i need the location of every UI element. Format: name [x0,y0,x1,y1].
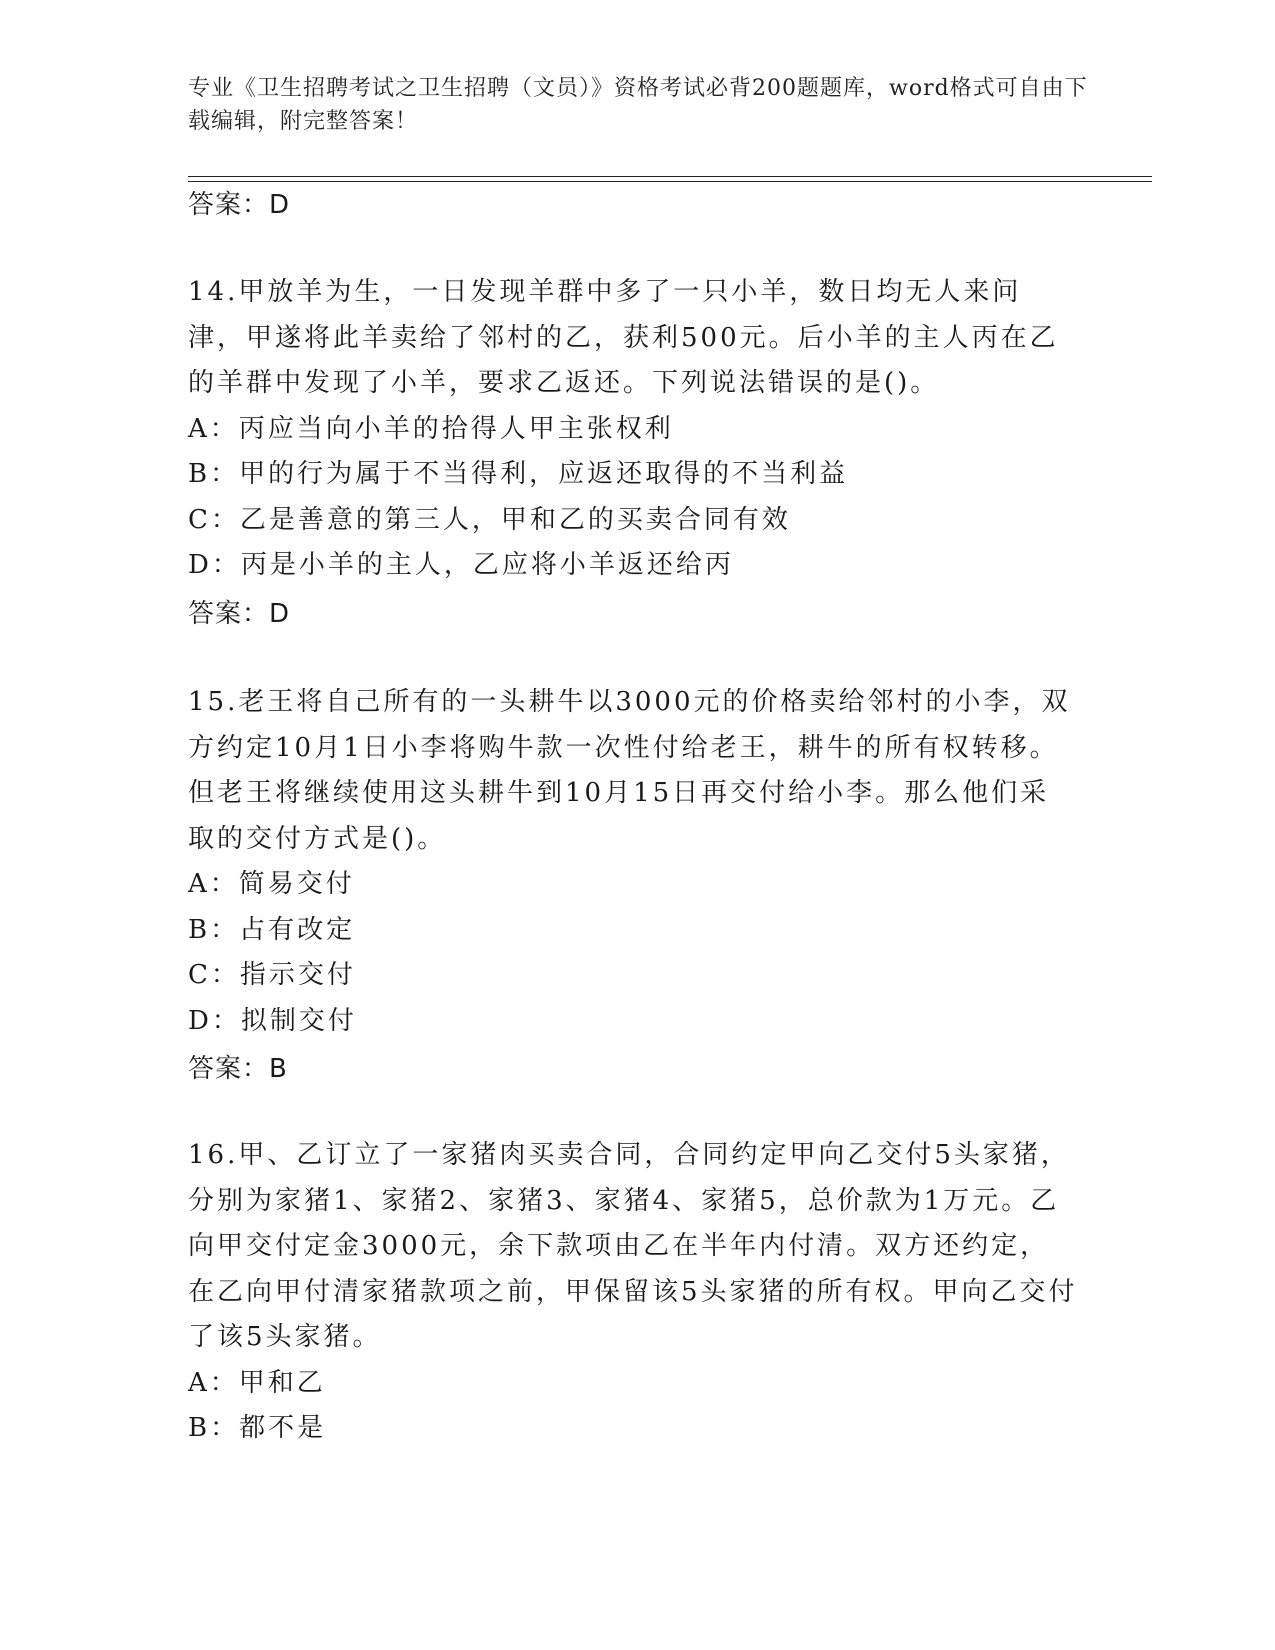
option-a: A：丙应当向小羊的拾得人甲主张权利 [188,413,674,444]
option-c: C：乙是善意的第三人，甲和乙的买卖合同有效 [188,504,791,535]
question-15 [188,680,1078,1044]
answer-line: 答案：B [188,1054,288,1084]
option-b: B：甲的行为属于不当得利，应返还取得的不当利益 [188,459,849,489]
header-rule-top [188,176,1152,177]
question-14 [188,270,1078,589]
answer-line: 答案：D [188,599,291,629]
question-16 [188,1133,1078,1452]
option-b: B：都不是 [188,1413,327,1443]
option-a: A：简易交付 [188,869,355,899]
option-b: B：占有改定 [188,914,356,945]
question-text: 15.老王将自己所有的一头耕牛以3000元的价格卖给邻村的小李，双方约定10月1日小李将购牛款一次性付给老王，耕牛的所有权转移。但老王将继续使用这头耕牛到10月15日再交付给小李。那么他们采取的交付方式是()。 [188,687,1071,854]
header-rule-bottom [188,181,1152,182]
option-a: A：甲和乙 [188,1367,326,1398]
question-text: 16.甲、乙订立了一家猪肉买卖合同，合同约定甲向乙交付5头家猪，分别为家猪1、家猪2、家猪3、家猪4、家猪5，总价款为1万元。乙向甲交付定金3000元，余下款项由乙在半年内付清。双方还约定，在乙向甲付清家猪款项之前，甲保留该5头家猪的所有权。甲向乙交付了该5头家猪。 [188,1140,1078,1352]
option-d: D：丙是小羊的主人，乙应将小羊返还给丙 [188,550,734,580]
option-d: D：拟制交付 [188,1005,357,1036]
document-header: 专业《卫生招聘考试之卫生招聘（文员）》资格考试必背200题题库，word格式可自由下载编辑，附完整答案！ [188,76,1088,134]
question-text: 14.甲放羊为生，一日发现羊群中多了一只小羊，数日均无人来问津，甲遂将此羊卖给了邻村的乙，获利500元。后小羊的主人丙在乙的羊群中发现了小羊，要求乙返还。下列说法错误的是()。 [188,277,1059,398]
answer-line: 答案：D [188,190,291,220]
option-c: C：指示交付 [188,960,356,990]
